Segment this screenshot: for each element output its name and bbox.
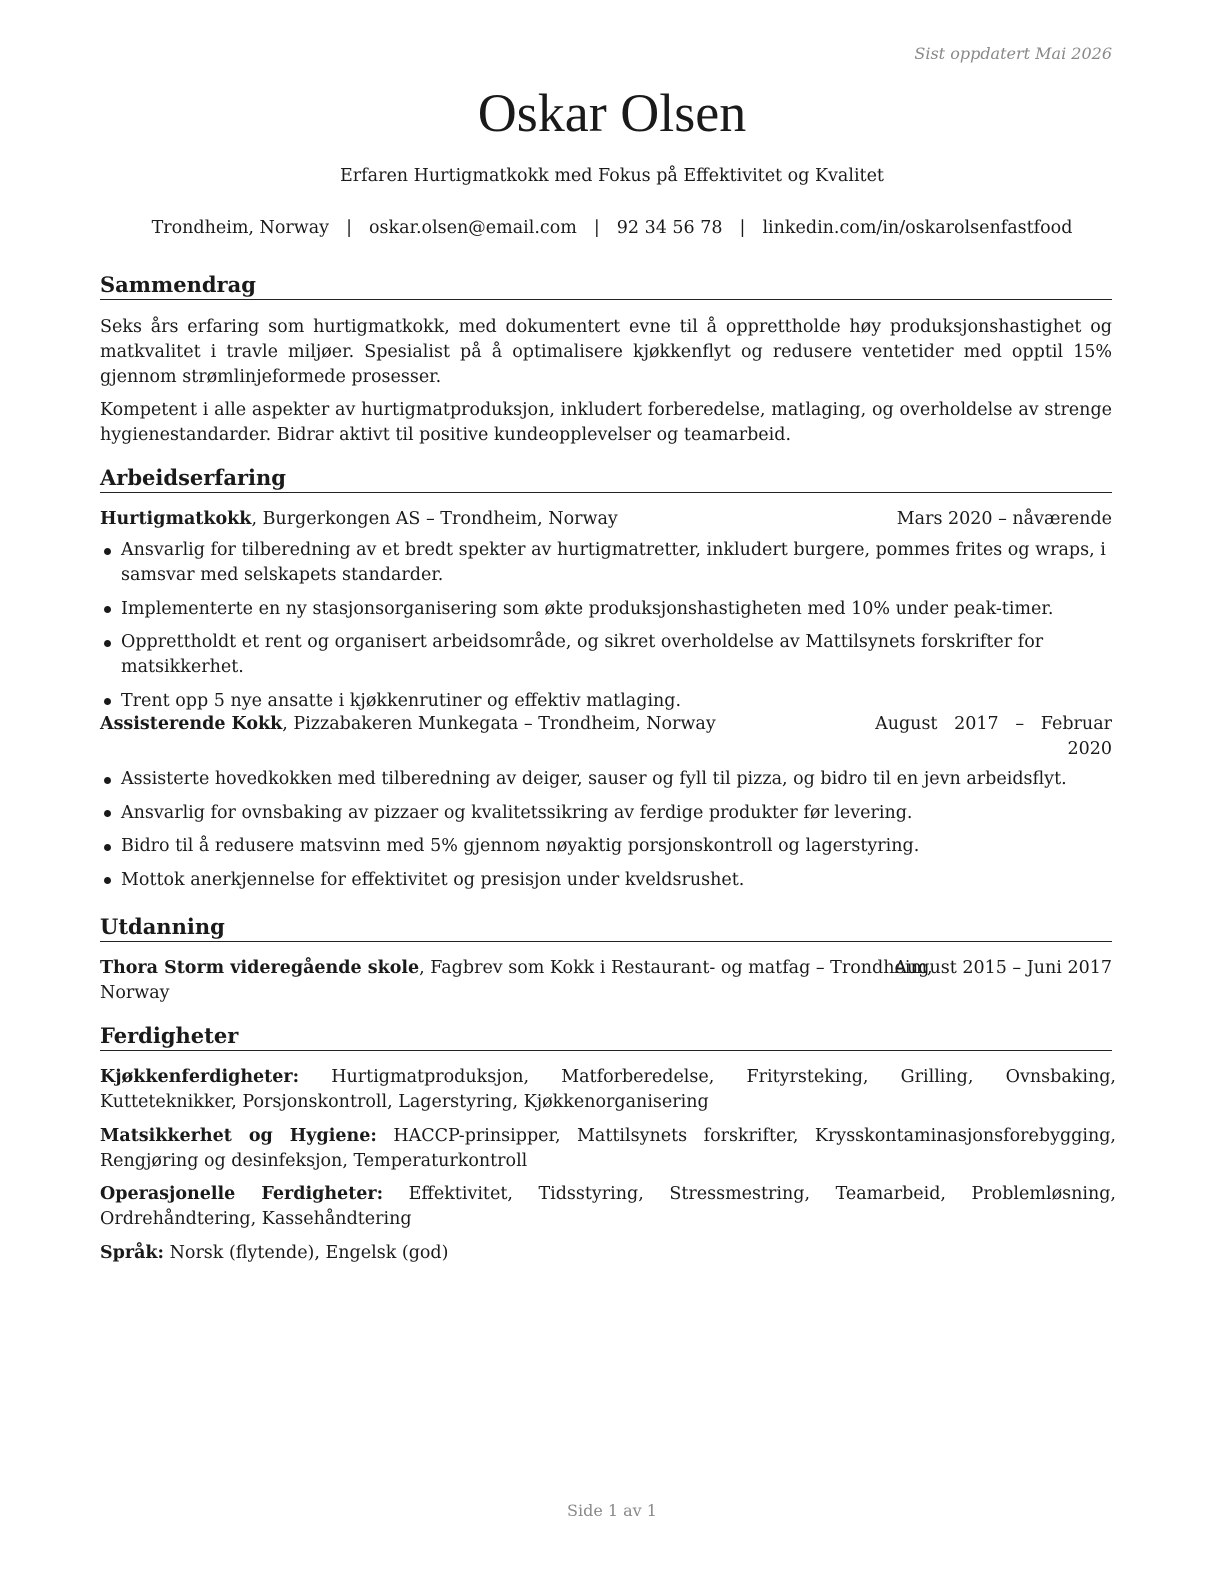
skill-group (100, 1182, 1116, 1232)
job-dates (875, 712, 1112, 762)
job-bullets (100, 767, 1116, 901)
headline: Erfaren Hurtigmatkokk med Fokus på Effektivitet og Kvalitet (340, 166, 884, 186)
skill-group (100, 1241, 1116, 1266)
list-item: Opprettholdt et rent og organisert arbeidsområde, og sikret overholdelse av Mattilsynets forskrifter for matsikkerhet. (100, 630, 1116, 680)
skill-group (100, 1065, 1116, 1115)
job-employer: , Pizzabakeren Munkegata – Trondheim, Norway (282, 714, 716, 734)
job-header (100, 712, 1112, 759)
last-updated: Sist oppdatert Mai 2026 (914, 44, 1112, 63)
job-bullets (100, 538, 1116, 722)
skill-text: Hurtigmatproduksjon, Matforberedelse, Frityrsteking, Grilling, Ovnsbaking, Kutteteknikker, Porsjonskontroll, Lagerstyring, Kjøkkenorganisering (100, 1067, 1116, 1112)
job-dates: Mars 2020 – nåværende (896, 509, 1112, 529)
job-role: Assisterende Kokk (100, 714, 283, 734)
skill-label: Kjøkkenferdigheter: (100, 1067, 300, 1087)
job-employer: , Burgerkongen AS – Trondheim, Norway (251, 509, 618, 529)
job-role: Hurtigmatkokk (100, 509, 252, 529)
education-entry (100, 956, 1112, 1006)
education-school: Thora Storm videregående skole (100, 958, 420, 978)
contact-location: Trondheim, Norway (151, 218, 330, 238)
skill-group (100, 1124, 1116, 1174)
section-title-summary: Sammendrag (100, 272, 1112, 300)
candidate-name: Oskar Olsen (477, 83, 747, 143)
contact-line (0, 218, 1224, 238)
summary-paragraph-1: Seks års erfaring som hurtigmatkokk, med dokumentert evne til å opprettholde høy produksjonshastighet og matkvalitet i travle miljøer. Spesialist på å optimalisere kjøkkenflyt og redusere ventetider med opptil 15% gjennom strømlinjeformede prosesser. (100, 317, 1112, 387)
education-detail: , Fagbrev som Kokk i Restaurant- og matfag – Trondheim, (419, 958, 933, 978)
list-item: Assisterte hovedkokken med tilberedning av deiger, sauser og fyll til pizza, og bidro til en jevn arbeidsflyt. (100, 767, 1116, 792)
education-detail-cont: Norway (100, 983, 170, 1003)
contact-separator: | (346, 218, 352, 238)
list-item: Bidro til å redusere matsvinn med 5% gjennom nøyaktig porsjonskontroll og lagerstyring. (100, 834, 1116, 859)
list-item: Ansvarlig for ovnsbaking av pizzaer og kvalitetssikring av ferdige produkter før levering. (100, 801, 1116, 826)
contact-separator: | (739, 218, 746, 238)
list-item: Mottok anerkjennelse for effektivitet og presisjon under kveldsrushet. (100, 868, 1116, 893)
job-dates-line-1: August 2017 – Februar (875, 714, 1112, 734)
job-dates-line-2: 2020 (1067, 739, 1112, 759)
list-item: Ansvarlig for tilberedning av et bredt spekter av hurtigmatretter, inkludert burgere, pommes frites og wraps, i samsvar med selskapets standarder. (100, 538, 1116, 588)
contact-email[interactable]: oskar.olsen@email.com (368, 218, 577, 238)
contact-separator: | (593, 218, 600, 238)
summary-paragraph-2: Kompetent i alle aspekter av hurtigmatproduksjon, inkludert forberedelse, matlaging, og overholdelse av strenge hygienestandarder. Bidrar aktivt til positive kundeopplevelser og teamarbeid. (100, 400, 1112, 445)
section-title-experience: Arbeidserfaring (100, 465, 1112, 493)
skill-label: Operasjonelle Ferdigheter: (100, 1184, 384, 1204)
skill-label: Språk: (100, 1243, 165, 1263)
education-dates: August 2015 – Juni 2017 (894, 958, 1112, 978)
skill-text: Norsk (flytende), Engelsk (god) (164, 1243, 449, 1263)
contact-phone: 92 34 56 78 (616, 218, 723, 238)
section-title-education: Utdanning (100, 914, 1112, 942)
skill-label: Matsikkerhet og Hygiene: (100, 1126, 377, 1146)
skill-text: HACCP-prinsipper, Mattilsynets forskrifter, Krysskontaminasjonsforebygging, Rengjøring og desinfeksjon, Temperaturkontroll (100, 1126, 1116, 1171)
contact-linkedin[interactable]: linkedin.com/in/oskarolsenfastfood (762, 218, 1073, 238)
section-title-skills: Ferdigheter (100, 1023, 1112, 1051)
skill-text: Effektivitet, Tidsstyring, Stressmestring, Teamarbeid, Problemløsning, Ordrehåndtering, Kassehåndtering (100, 1184, 1116, 1229)
list-item: Trent opp 5 nye ansatte i kjøkkenrutiner og effektiv matlaging. (100, 689, 1116, 714)
list-item: Implementerte en ny stasjonsorganisering som økte produksjonshastigheten med 10% under peak-timer. (100, 597, 1116, 622)
page-number: Side 1 av 1 (567, 1501, 657, 1520)
job-header (100, 507, 1112, 532)
